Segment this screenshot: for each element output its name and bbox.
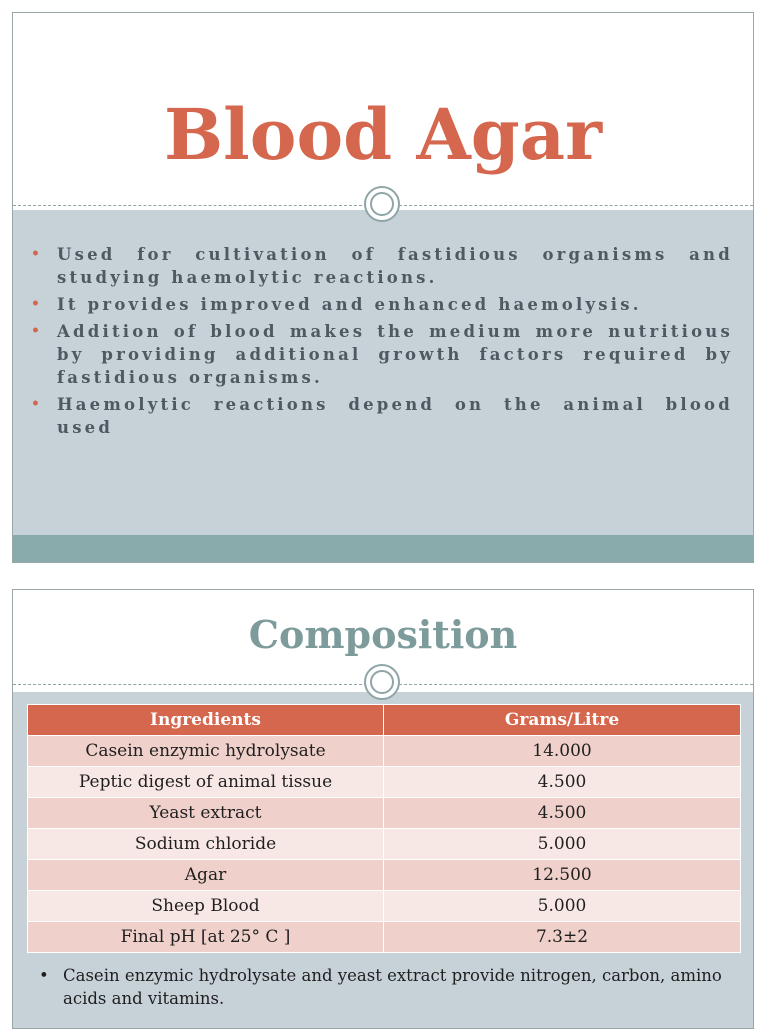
column-header-grams: Grams/Litre [384, 705, 741, 736]
composition-table [27, 704, 741, 953]
table-row [28, 798, 741, 829]
bullet-dot-icon: • [31, 246, 40, 262]
ingredient-cell: Casein enzymic hydrolysate [28, 736, 384, 767]
slide-composition [12, 589, 754, 1029]
bullet-item [31, 393, 733, 439]
ingredient-cell: Sodium chloride [28, 829, 384, 860]
ingredient-cell: Yeast extract [28, 798, 384, 829]
bullet-dot-icon: • [31, 296, 40, 312]
table-row [28, 829, 741, 860]
bullet-dot-icon: • [31, 323, 40, 339]
bullet-item [31, 243, 733, 289]
amount-cell: 5.000 [384, 891, 741, 922]
ingredient-cell: Sheep Blood [28, 891, 384, 922]
table-row [28, 767, 741, 798]
bullet-dot-icon: • [39, 966, 49, 985]
note-text: Casein enzymic hydrolysate and yeast extract provide nitrogen, carbon, amino acids and vitamins. [63, 966, 722, 1008]
amount-cell: 7.3±2 [384, 922, 741, 953]
bullet-item [31, 293, 733, 316]
table-row [28, 922, 741, 953]
bullet-text: Used for cultivation of fastidious organisms and studying haemolytic reactions. [57, 245, 733, 287]
title-area [13, 13, 753, 210]
amount-cell: 5.000 [384, 829, 741, 860]
slide-title: Blood Agar [164, 93, 602, 176]
ingredient-cell: Final pH [at 25° C ] [28, 922, 384, 953]
bullet-item [31, 320, 733, 389]
bullet-dot-icon: • [31, 396, 40, 412]
slide-blood-agar [12, 12, 754, 563]
circle-ornament-icon [364, 186, 400, 222]
table-row [28, 860, 741, 891]
ingredient-cell: Agar [28, 860, 384, 891]
bullet-text: Addition of blood makes the medium more nutritious by providing additional growth factors required by fastidious organisms. [57, 322, 733, 387]
bullet-list [31, 243, 733, 443]
bullet-text: It provides improved and enhanced haemolysis. [57, 295, 642, 314]
table-row [28, 736, 741, 767]
amount-cell: 12.500 [384, 860, 741, 891]
amount-cell: 4.500 [384, 767, 741, 798]
table-row [28, 891, 741, 922]
amount-cell: 4.500 [384, 798, 741, 829]
column-header-ingredients: Ingredients [28, 705, 384, 736]
slide-title: Composition [248, 612, 518, 657]
amount-cell: 14.000 [384, 736, 741, 767]
ingredient-cell: Peptic digest of animal tissue [28, 767, 384, 798]
circle-ornament-icon [364, 664, 400, 700]
table-header-row [28, 705, 741, 736]
footer-band [13, 535, 753, 562]
note-bullet [39, 964, 733, 1010]
bullet-text: Haemolytic reactions depend on the animal blood used [57, 395, 733, 437]
